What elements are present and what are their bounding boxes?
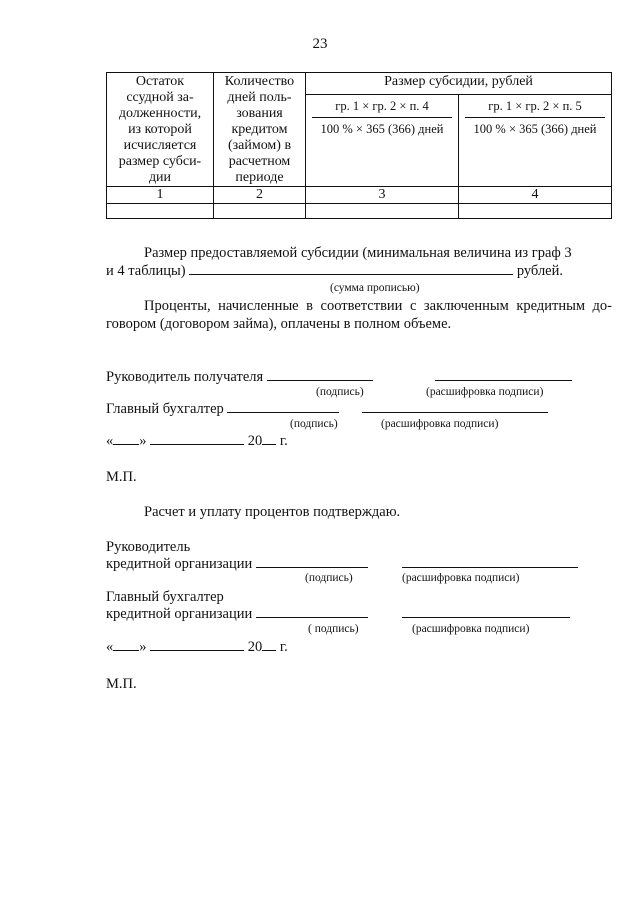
col3-numerator: гр. 1 × гр. 2 × п. 4 bbox=[312, 97, 452, 118]
credit-head-sign-line bbox=[256, 555, 368, 568]
credit-accountant-label-2: кредитной организации bbox=[106, 606, 253, 622]
recipient-accountant-name-caption: (расшифровка подписи) bbox=[381, 418, 499, 430]
col3-denominator: 100 % × 365 (366) дней bbox=[320, 122, 444, 137]
date-month-line bbox=[150, 638, 244, 651]
credit-head-sign-caption: (подпись) bbox=[305, 572, 353, 584]
date-close-quote: » bbox=[139, 639, 147, 655]
para2: Проценты, начисленные в соответствии с заключенным кредитным до-говором (договором займа), оплачены в полном объеме. bbox=[106, 298, 612, 332]
recipient-head-sign-line bbox=[267, 368, 373, 381]
recipient-head-sign-caption: (подпись) bbox=[316, 386, 364, 398]
recipient-date-row bbox=[106, 432, 288, 450]
credit-accountant-label-1: Главный бухгалтер bbox=[106, 589, 224, 605]
amount-in-words-line bbox=[189, 262, 513, 275]
recipient-head-name-caption: (расшифровка подписи) bbox=[426, 386, 544, 398]
credit-head-label-2: кредитной организации bbox=[106, 556, 253, 572]
date-month-line bbox=[150, 432, 244, 445]
recipient-accountant-sign-line bbox=[227, 400, 339, 413]
col-number: 1 bbox=[107, 187, 214, 204]
para1-line2-start: и 4 таблицы) bbox=[106, 263, 186, 279]
para1-line1: Размер предоставляемой субсидии (минимальная величина из граф 3 bbox=[144, 245, 572, 261]
col-number: 3 bbox=[306, 187, 459, 204]
empty-cell bbox=[107, 204, 214, 219]
recipient-accountant-name-line bbox=[362, 400, 548, 413]
date-year-prefix: 20 bbox=[247, 639, 263, 655]
col4-denominator: 100 % × 365 (366) дней bbox=[473, 122, 597, 137]
col-number: 4 bbox=[459, 187, 612, 204]
credit-head-name-caption: (расшифровка подписи) bbox=[402, 572, 520, 584]
date-day-line bbox=[113, 638, 139, 651]
credit-accountant-sign-caption: ( подпись) bbox=[308, 623, 359, 635]
subsidy-group-header: Размер субсидии, рублей bbox=[306, 73, 612, 95]
date-year-suffix: г. bbox=[279, 639, 288, 655]
date-open-quote: « bbox=[106, 639, 114, 655]
date-open-quote: « bbox=[106, 433, 114, 449]
credit-accountant-name-line bbox=[402, 605, 570, 618]
col1-header: Остаток ссудной за-долженности, из которой исчисляется размер субси-дии bbox=[107, 73, 214, 187]
empty-cell bbox=[214, 204, 306, 219]
para1-line2-end: рублей. bbox=[516, 263, 564, 279]
date-year-line bbox=[262, 638, 276, 651]
date-day-line bbox=[113, 432, 139, 445]
empty-cell bbox=[306, 204, 459, 219]
recipient-head-name-line bbox=[435, 368, 572, 381]
recipient-accountant-row bbox=[106, 400, 339, 418]
credit-head-label-1: Руководитель bbox=[106, 539, 191, 555]
page-number: 23 bbox=[312, 36, 328, 52]
col4-formula bbox=[459, 95, 612, 187]
col4-numerator: гр. 1 × гр. 2 × п. 5 bbox=[465, 97, 605, 118]
date-year-line bbox=[262, 432, 276, 445]
date-close-quote: » bbox=[139, 433, 147, 449]
credit-head-row bbox=[106, 555, 368, 573]
recipient-accountant-label: Главный бухгалтер bbox=[106, 401, 224, 417]
date-year-prefix: 20 bbox=[247, 433, 263, 449]
col-number: 2 bbox=[214, 187, 306, 204]
recipient-accountant-sign-caption: (подпись) bbox=[290, 418, 338, 430]
credit-date-row bbox=[106, 638, 288, 656]
date-year-suffix: г. bbox=[279, 433, 288, 449]
recipient-head-row bbox=[106, 368, 373, 386]
credit-accountant-name-caption: (расшифровка подписи) bbox=[412, 623, 530, 635]
col2-header: Количество дней поль-зования кредитом (займом) в расчетном периоде bbox=[214, 73, 306, 187]
recipient-head-label: Руководитель получателя bbox=[106, 369, 264, 385]
empty-cell bbox=[459, 204, 612, 219]
amount-caption: (сумма прописью) bbox=[330, 282, 420, 294]
credit-head-name-line bbox=[402, 555, 578, 568]
confirm-text: Расчет и уплату процентов подтверждаю. bbox=[144, 504, 401, 520]
col3-formula bbox=[306, 95, 459, 187]
credit-stamp: М.П. bbox=[106, 676, 137, 692]
credit-accountant-row bbox=[106, 605, 368, 623]
para1-line2 bbox=[106, 262, 563, 280]
credit-accountant-sign-line bbox=[256, 605, 368, 618]
subsidy-table bbox=[106, 72, 612, 219]
recipient-stamp: М.П. bbox=[106, 469, 137, 485]
